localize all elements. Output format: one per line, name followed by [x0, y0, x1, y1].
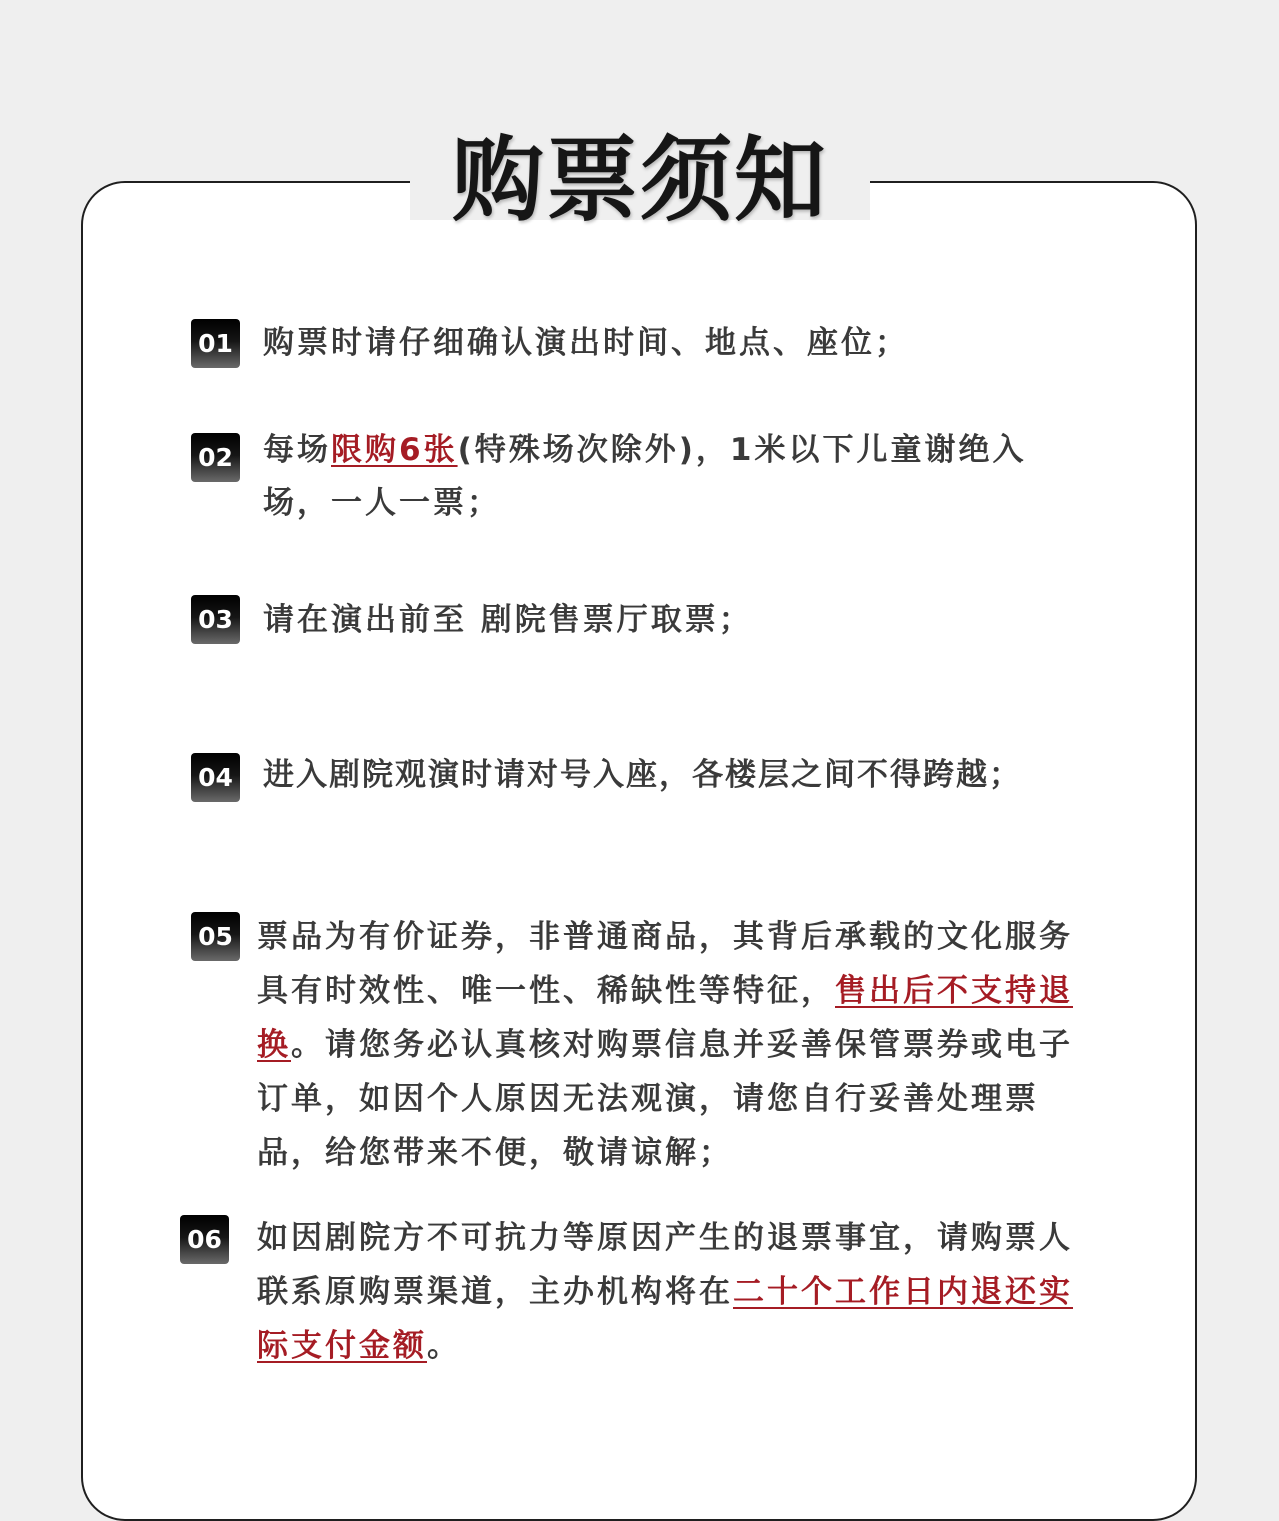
- page-title: 购票须知: [451, 126, 828, 234]
- highlight-no-refund: 售出后不支持退换: [257, 973, 1073, 1063]
- notice-item-text: [263, 750, 1113, 800]
- item-number-badge: 02: [191, 433, 240, 482]
- item-number-badge: 03: [191, 595, 240, 644]
- item-number-badge: 06: [180, 1215, 229, 1264]
- notice-item-text: [257, 1211, 1092, 1373]
- text-segment: 每场: [263, 432, 331, 468]
- notice-item-text: [257, 910, 1092, 1180]
- text-segment: 如因剧院方不可抗力等原因产生的退票事宜，请购票人联系原购票渠道，主办机构将在: [257, 1220, 1073, 1310]
- text-segment: 票品为有价证券，非普通商品，其背后承载的文化服务具有时效性、唯一性、稀缺性等特征，: [257, 919, 1073, 1009]
- highlight-purchase-limit: 限购6张: [331, 432, 458, 468]
- item-number-badge: 05: [191, 912, 240, 961]
- text-segment: 。: [427, 1328, 461, 1364]
- item-number-badge: 01: [191, 319, 240, 368]
- notice-item-text: [263, 596, 1083, 644]
- text-segment: 购票时请仔细确认演出时间、地点、座位；: [263, 325, 909, 361]
- text-segment: 进入剧院观演时请对号入座，各楼层之间不得跨越；: [263, 757, 1022, 793]
- item-number-badge: 04: [191, 753, 240, 802]
- text-segment: 。请您务必认真核对购票信息并妥善保管票券或电子订单，如因个人原因无法观演，请您自行妥善处理票品，给您带来不便，敬请谅解；: [257, 1027, 1073, 1171]
- text-segment: (特殊场次除外)，1米以下儿童谢绝入场，一人一票；: [263, 432, 1027, 521]
- notice-item-text: [263, 424, 1083, 530]
- text-segment: 请在演出前至 剧院售票厅取票；: [263, 602, 753, 638]
- notice-item-text: [263, 319, 1083, 367]
- highlight-refund-period: 二十个工作日内退还实际支付金额: [257, 1274, 1073, 1364]
